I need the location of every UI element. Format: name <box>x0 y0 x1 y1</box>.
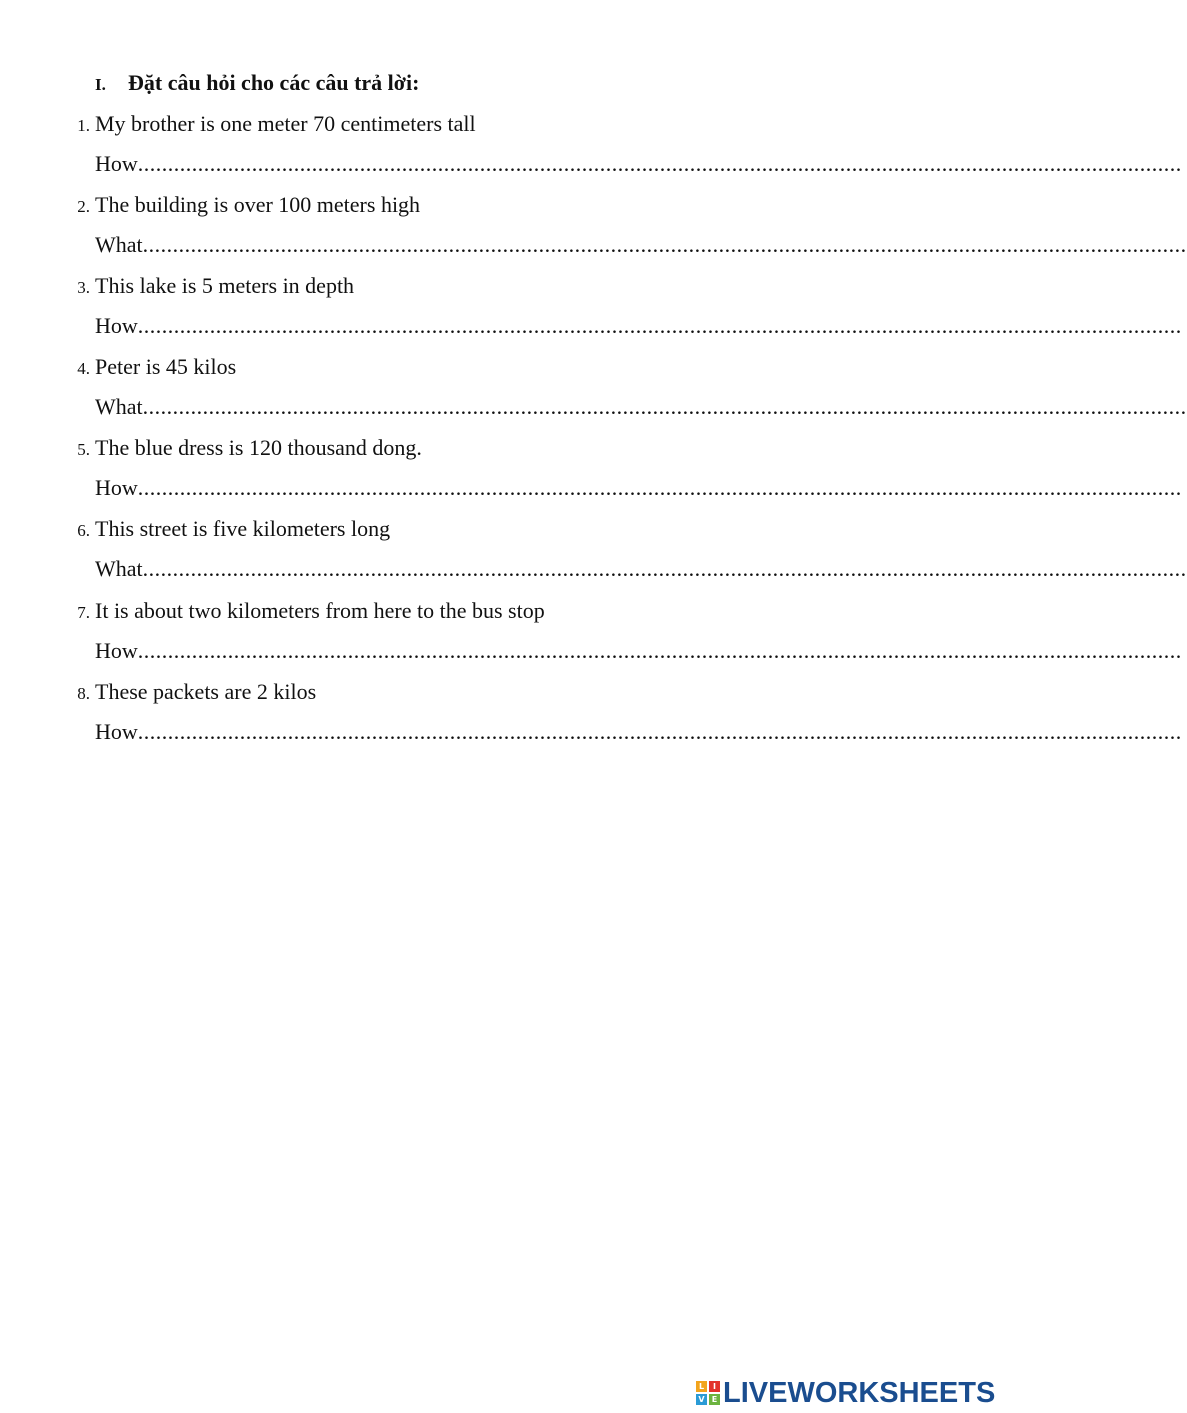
answer-blank[interactable]: .............................................................................................................................................................................. <box>142 556 1187 582</box>
answer-line[interactable] <box>95 554 1187 584</box>
logo-mark-tile: L <box>696 1381 707 1392</box>
answer-line[interactable] <box>95 149 1182 179</box>
question-item <box>0 433 1182 514</box>
exercise-heading <box>95 70 419 96</box>
heading-text: Đặt câu hỏi cho các câu trả lời: <box>128 70 420 95</box>
answer-prompt: How <box>95 151 138 176</box>
question-sentence: This lake is 5 meters in depth <box>95 273 355 299</box>
logo-mark-tile: E <box>709 1394 720 1405</box>
answer-prompt: How <box>95 637 138 663</box>
question-sentence: The blue dress is 120 thousand dong. <box>95 435 422 461</box>
question-sentence: These packets are 2 kilos <box>95 678 317 704</box>
answer-prompt: How <box>95 475 138 501</box>
answer-prompt: How <box>95 313 138 339</box>
question-sentence-line <box>0 596 545 626</box>
answer-line[interactable] <box>95 392 1187 422</box>
question-item <box>0 271 1182 352</box>
answer-prompt: What <box>95 394 143 420</box>
answer-blank[interactable]: .............................................................................................................................................................................. <box>137 313 1182 339</box>
answer-prompt: How <box>95 718 138 744</box>
answer-blank[interactable]: .............................................................................................................................................................................. <box>142 394 1187 420</box>
answer-blank[interactable]: .............................................................................................................................................................................. <box>137 151 1182 176</box>
question-list <box>0 109 1187 758</box>
question-sentence: It is about two kilometers from here to the bus stop <box>95 597 545 623</box>
question-number: 2. <box>77 197 90 217</box>
question-item <box>0 190 1187 271</box>
question-item <box>0 109 1182 190</box>
question-item <box>0 514 1187 595</box>
question-sentence: This street is five kilometers long <box>95 516 391 542</box>
question-item <box>0 677 1182 758</box>
answer-line[interactable] <box>95 473 1182 503</box>
answer-prompt: What <box>95 556 143 582</box>
question-sentence-line <box>0 677 316 707</box>
question-number: 1. <box>77 116 90 135</box>
logo-mark-tile: I <box>709 1381 720 1392</box>
question-number: 6. <box>77 521 90 541</box>
logo-text: LIVEWORKSHEETS <box>723 1376 996 1409</box>
question-item <box>0 352 1187 433</box>
question-number: 8. <box>77 683 90 703</box>
answer-line[interactable] <box>95 717 1182 747</box>
logo-mark-icon <box>696 1381 720 1405</box>
answer-prompt: What <box>95 232 143 258</box>
question-number: 7. <box>77 602 90 622</box>
question-item <box>0 596 1182 677</box>
question-sentence-line <box>0 109 476 139</box>
answer-blank[interactable]: .............................................................................................................................................................................. <box>137 475 1182 501</box>
question-sentence: The building is over 100 meters high <box>95 192 421 218</box>
question-sentence-line <box>0 514 390 544</box>
answer-blank[interactable]: .............................................................................................................................................................................. <box>137 718 1182 744</box>
answer-line[interactable] <box>95 230 1187 260</box>
answer-blank[interactable]: .............................................................................................................................................................................. <box>137 637 1182 663</box>
liveworksheets-logo <box>696 1376 995 1410</box>
answer-blank[interactable]: .............................................................................................................................................................................. <box>142 232 1187 258</box>
question-number: 3. <box>77 278 90 298</box>
question-sentence-line <box>0 271 354 301</box>
question-number: 4. <box>77 359 90 379</box>
answer-line[interactable] <box>95 311 1182 341</box>
question-sentence-line <box>0 190 420 220</box>
question-sentence: Peter is 45 kilos <box>95 354 237 380</box>
answer-line[interactable] <box>95 636 1182 666</box>
question-number: 5. <box>77 440 90 460</box>
logo-mark-tile: V <box>696 1394 707 1405</box>
question-sentence: My brother is one meter 70 centimeters tall <box>95 111 476 136</box>
heading-number: I. <box>95 75 106 94</box>
question-sentence-line <box>0 433 422 463</box>
question-sentence-line <box>0 352 236 382</box>
